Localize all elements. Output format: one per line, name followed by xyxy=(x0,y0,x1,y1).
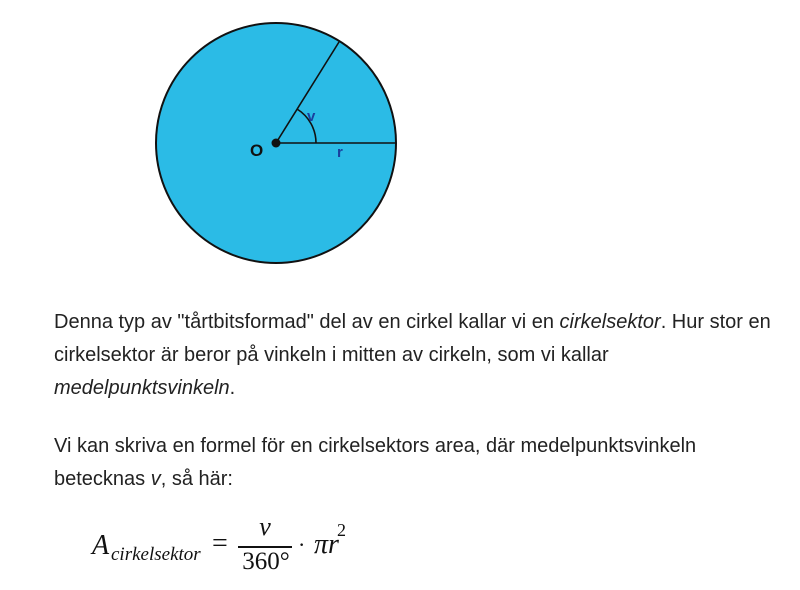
formula-pi-r: πr xyxy=(314,529,339,560)
formula-denominator: 360° xyxy=(242,548,290,575)
radius-label: r xyxy=(337,144,343,161)
formula-numerator: v xyxy=(259,512,271,541)
paragraph-formula-intro xyxy=(54,430,789,496)
paragraph-text: , så här: xyxy=(160,468,233,490)
circle-sector-diagram xyxy=(0,0,800,290)
center-point xyxy=(272,139,281,148)
center-label: O xyxy=(250,141,264,160)
sector-area-formula xyxy=(92,512,412,582)
angle-label: v xyxy=(307,108,316,125)
term-medelpunktsvinkeln: medelpunktsvinkeln xyxy=(54,377,230,399)
paragraph-text: . xyxy=(229,377,236,399)
formula-exponent: 2 xyxy=(337,520,346,540)
variable-v: v xyxy=(150,468,161,490)
paragraph-text: Denna typ av "tårtbitsformad" del av en cirkel kallar vi en xyxy=(54,311,560,333)
formula-subscript: cirkelsektor xyxy=(111,544,201,565)
formula-times: · xyxy=(298,532,306,557)
formula-lhs: A xyxy=(92,530,110,561)
formula-equals: = xyxy=(212,528,228,559)
paragraph-definition xyxy=(54,306,789,405)
paragraph-text: Vi kan skriva en formel för en cirkelsektors area, där medelpunktsvinkeln betecknas xyxy=(54,435,697,490)
paragraph-text: . Hur stor en cirkelsektor är beror på vinkeln i mitten av cirkeln, som vi kallar xyxy=(54,311,771,366)
term-cirkelsektor: cirkelsektor xyxy=(559,311,661,333)
